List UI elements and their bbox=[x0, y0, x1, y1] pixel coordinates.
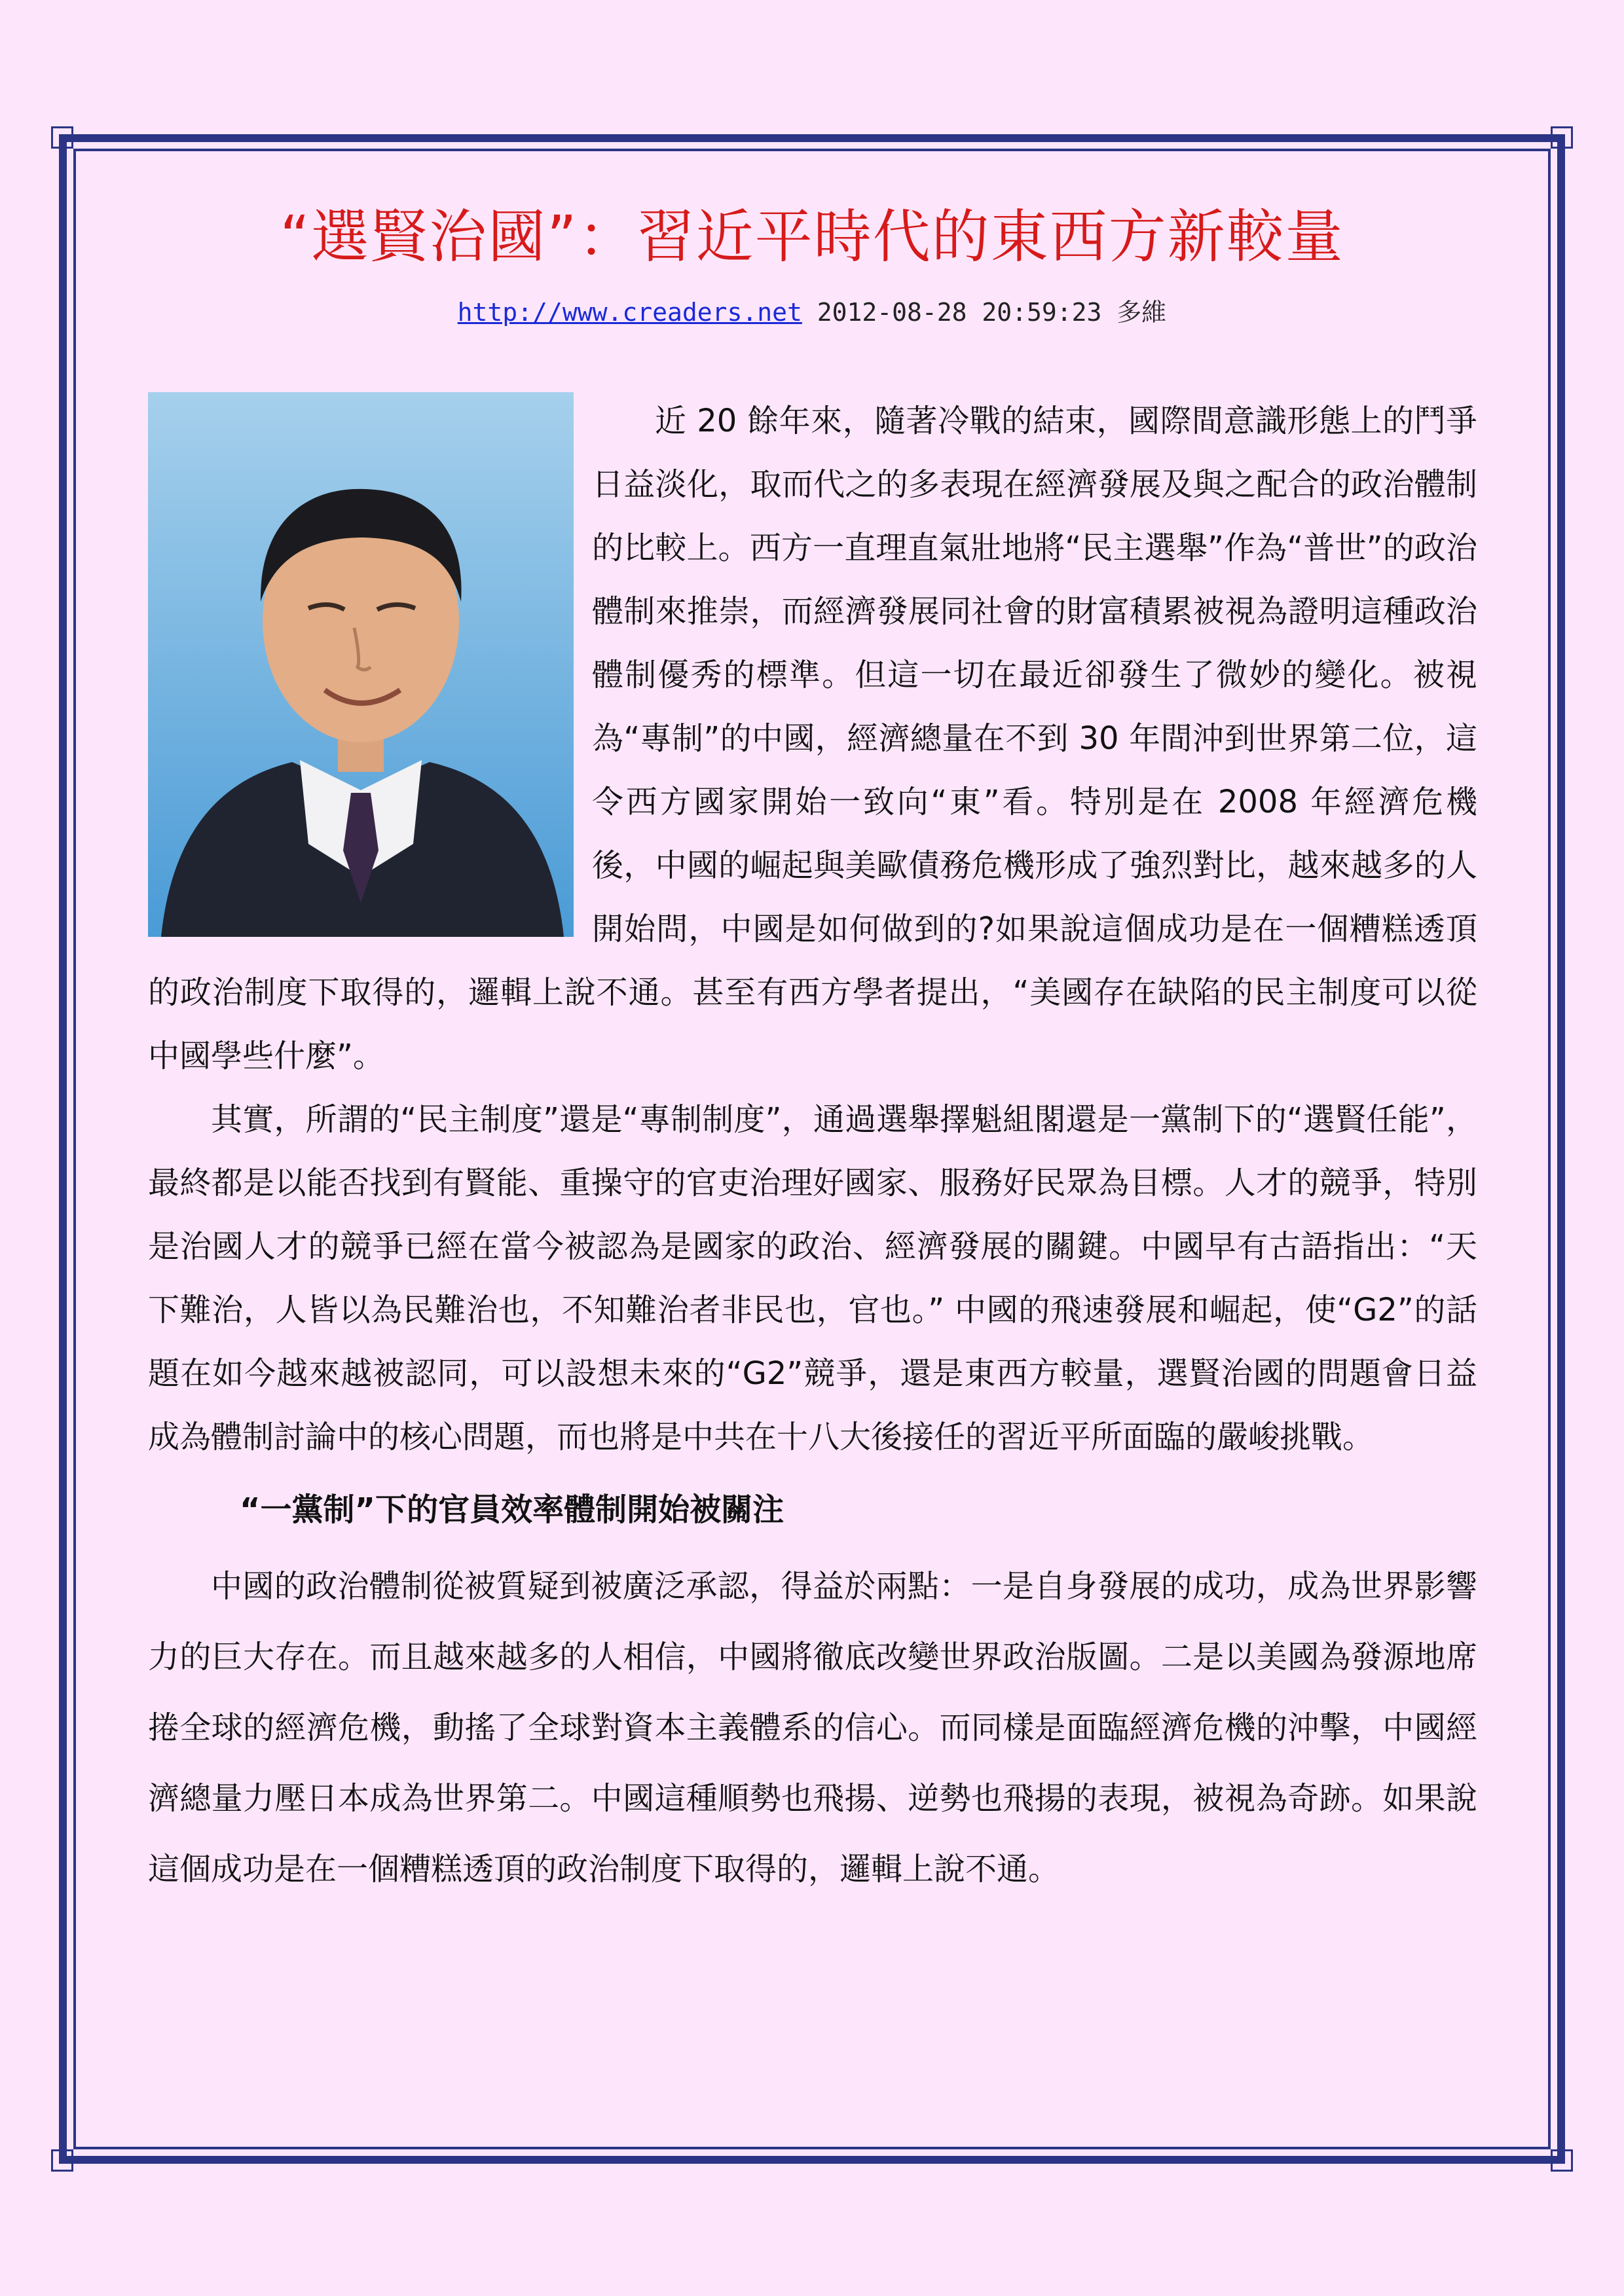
frame-corner-ornament bbox=[1551, 126, 1573, 149]
paragraph-1-text: 近 20 餘年來，隨著冷戰的結束，國際間意識形態上的鬥爭日益淡化，取而代之的多表現在經濟發展及與之配合的政治體制的比較上。西方一直理直氣壯地將“民主選舉”作為“普世”的政治體制來推崇，而經濟發展同社會的財富積累被視為證明這種政治體制優秀的標準。但這一切在最近卻發生了微妙的變化。被視為“專制”的中國，經濟總量在不到 30 年間沖到世界第二位，這令西方國家開始一致向“東”看。特別是在 2008 年經濟危機後，中國的崛起與美歐債務危機形成了強烈對比，越來越多的人開始問，中國是如何做到的?如果說這個成功是在一個糟糕透頂的政治制度下取得的，邏輯上說不通。甚至有西方學者提出，“美國存在缺陷的民主制度可以從中國學些什麼”。 bbox=[148, 403, 1477, 1074]
source-link[interactable]: http://www.creaders.net bbox=[457, 298, 802, 327]
section-subheading: “一黨制”下的官員效率體制開始被關注 bbox=[240, 1491, 784, 1528]
article-paragraph: 其實，所謂的“民主制度”還是“專制制度”，通過選舉擇魁組閣還是一黨制下的“選賢任能”，最終都是以能否找到有賢能、重操守的官吏治理好國家、服務好民眾為目標。人才的競爭，特別是治國人才的競爭已經在當今被認為是國家的政治、經濟發展的關鍵。中國早有古語指出：“天下難治，人皆以為民難治也，不知難治者非民也，官也。” 中國的飛速發展和崛起，使“G2”的話題在如今越來越被認同，可以設想未來的“G2”競爭，還是東西方較量，選賢治國的問題會日益成為體制討論中的核心問題，而也將是中共在十八大後接任的習近平所面臨的嚴峻挑戰。 bbox=[148, 1101, 1477, 1455]
frame-corner-ornament bbox=[51, 126, 73, 149]
article-paragraph: 中國的政治體制從被質疑到被廣泛承認，得益於兩點：一是自身發展的成功，成為世界影響力的巨大存在。而且越來越多的人相信，中國將徹底改變世界政治版圖。二是以美國為發源地席捲全球的經濟危機，動搖了全球對資本主義體系的信心。而同樣是面臨經濟危機的沖擊，中國經濟總量力壓日本成為世界第二。中國這種順勢也飛揚、逆勢也飛揚的表現，被視為奇跡。如果說這個成功是在一個糟糕透頂的政治制度下取得的，邏輯上說不通。 bbox=[148, 1568, 1477, 1887]
source-line bbox=[85, 300, 1539, 325]
portrait-photo bbox=[148, 392, 574, 937]
frame-corner-ornament bbox=[1551, 2149, 1573, 2172]
portrait-illustration bbox=[148, 392, 574, 937]
article-title: “選賢治國”：習近平時代的東西方新較量 bbox=[280, 203, 1344, 270]
article-body bbox=[148, 390, 1477, 1904]
source-date-and-outlet: 2012-08-28 20:59:23 多維 bbox=[802, 298, 1167, 327]
frame-corner-ornament bbox=[51, 2149, 73, 2172]
article-paragraph bbox=[148, 390, 1477, 1088]
